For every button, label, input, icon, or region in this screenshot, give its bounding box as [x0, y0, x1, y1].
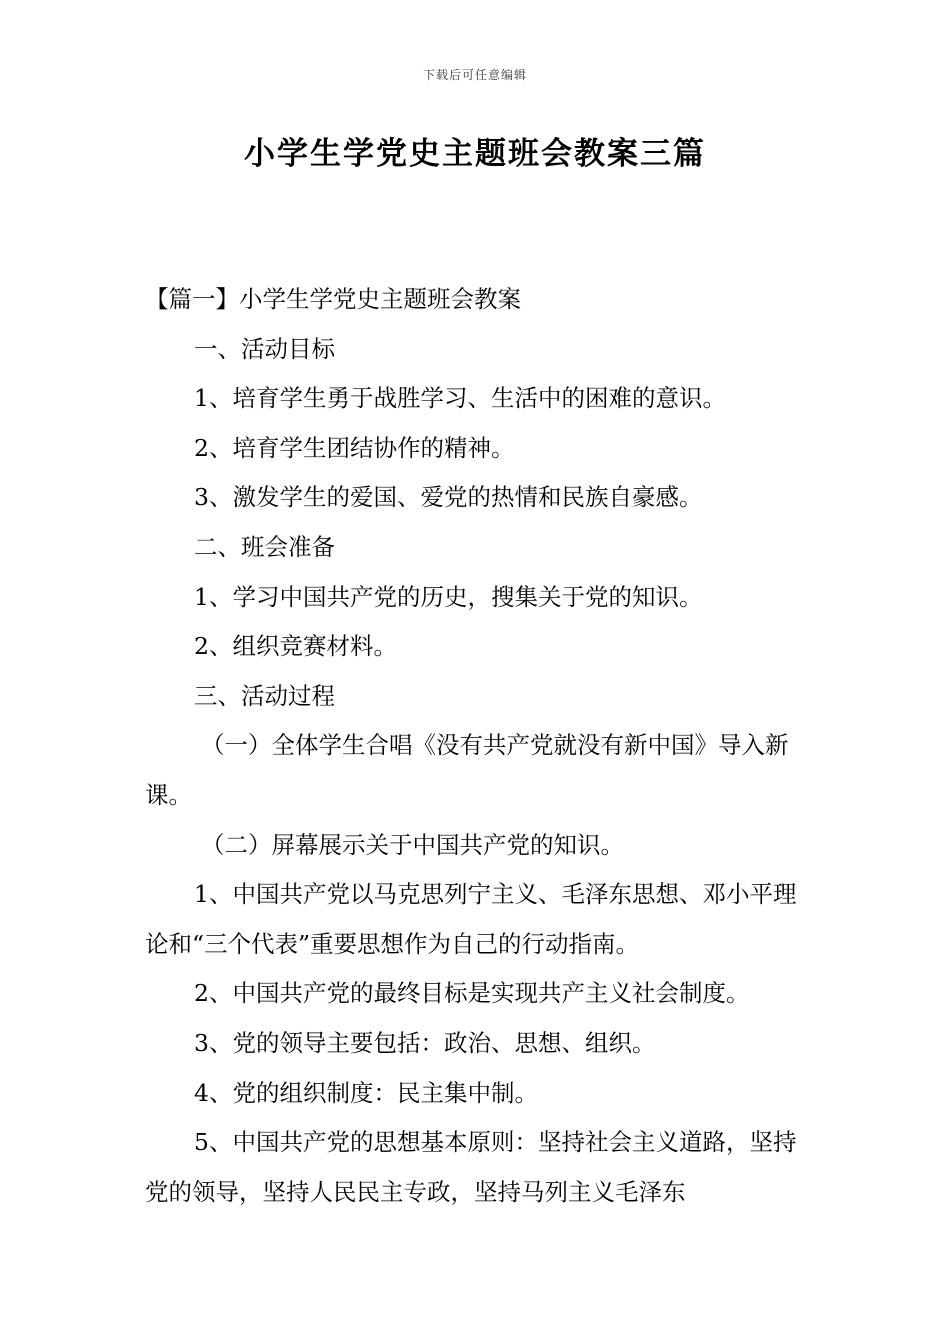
section-heading: 【篇一】小学生学党史主题班会教案 [145, 285, 521, 313]
paragraph: 3、党的领导主要包括：政治、思想、组织。 [194, 1028, 656, 1057]
subheading: 三、活动过程 [194, 681, 335, 710]
paragraph: （一）全体学生合唱《没有共产党就没有新中国》导入新课。 [145, 731, 789, 809]
document-body [145, 275, 807, 1217]
paragraph: 1、培育学生勇于战胜学习、生活中的困难的意识。 [194, 384, 726, 413]
subheading: 二、班会准备 [194, 532, 335, 561]
paragraph: 3、激发学生的爱国、爱党的热情和民族自豪感。 [194, 483, 703, 512]
header-note: 下载后可任意编辑 [422, 68, 527, 82]
paragraph: 1、中国共产党以马克思列宁主义、毛泽东思想、邓小平理论和“三个代表”重要思想作为自己的行动指南。 [145, 880, 797, 958]
paragraph: 2、组织竞赛材料。 [194, 632, 397, 661]
paragraph: 4、党的组织制度：民主集中制。 [194, 1078, 538, 1107]
paragraph: 1、学习中国共产党的历史，搜集关于党的知识。 [194, 582, 703, 611]
document-title: 小学生学党史主题班会教案三篇 [244, 136, 706, 172]
paragraph: 2、中国共产党的最终目标是实现共产主义社会制度。 [194, 979, 750, 1008]
paragraph: 2、培育学生团结协作的精神。 [194, 433, 515, 462]
paragraph: （二）屏幕展示关于中国共产党的知识。 [201, 830, 624, 859]
paragraph: 5、中国共产党的思想基本原则：坚持社会主义道路，坚持党的领导，坚持人民民主专政，坚持马列主义毛泽东 [145, 1128, 797, 1206]
subheading: 一、活动目标 [194, 334, 335, 363]
